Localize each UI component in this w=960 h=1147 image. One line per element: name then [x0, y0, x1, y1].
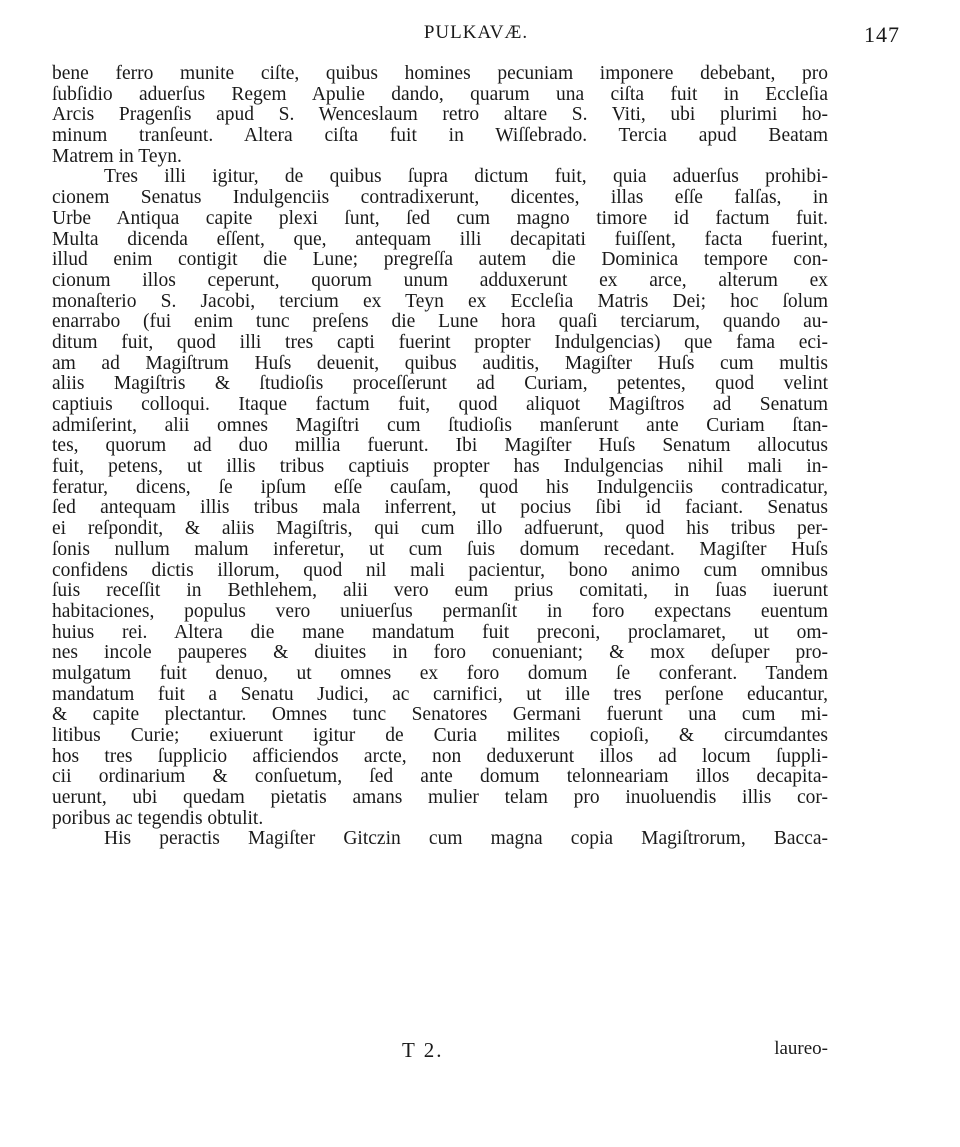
- text-line: Multa dicenda eſſent, que, antequam illi decapitati fuiſſent, facta fuerint,: [52, 228, 828, 250]
- text-line: enarrabo (fui enim tunc preſens die Lune hora quaſi terciarum, quando au-: [52, 311, 828, 333]
- text-line: habitaciones, populus vero uniuerſus permanſit in foro expectans euentum: [52, 600, 828, 622]
- text-line: fuit, petens, ut illis tribus captiuis propter has Indulgencias nihil mali in-: [52, 456, 828, 478]
- text-line: Urbe Antiqua capite plexi ſunt, ſed cum magno timore id factum fuit.: [52, 207, 828, 229]
- text-line: uerunt, ubi quedam pietatis amans mulier telam pro inuoluendis illis cor-: [52, 787, 828, 809]
- text-line: captiuis colloqui. Itaque factum fuit, quod aliquot Magiſtros ad Senatum: [52, 394, 828, 415]
- running-title: PULKAVÆ.: [423, 22, 529, 43]
- text-line: cionum illos ceperunt, quorum unum adduxerunt ex arce, alterum ex: [52, 269, 828, 291]
- text-line: am ad Magiſtrum Huſs deuenit, quibus auditis, Magiſter Huſs cum multis: [52, 352, 828, 374]
- body-text: [52, 64, 828, 850]
- text-line: nes incole pauperes & diuites in foro conueniant; & mox deſuper pro-: [52, 642, 828, 664]
- page-footer: [52, 1038, 828, 1064]
- signature-mark: T 2.: [402, 1038, 444, 1062]
- text-line: ei reſpondit, & aliis Magiſtris, qui cum illo adfuerunt, quod his tribus per-: [52, 518, 828, 540]
- running-head: [52, 22, 900, 52]
- text-line: ſed antequam illis tribus mala inferrent, ut pocius ſibi id faciant. Senatus: [52, 497, 828, 519]
- text-line: ſuis receſſit in Bethlehem, alii vero eum prius comitati, in ſuas iuerunt: [52, 580, 828, 602]
- text-line: & capite plectantur. Omnes tunc Senatores Germani fuerunt una cum mi-: [52, 704, 828, 726]
- text-line: mandatum fuit a Senatu Judici, ac carnifici, ut ille tres perſone educantur,: [52, 683, 828, 705]
- text-line: admiſerint, alii omnes Magiſtri cum ſtudioſis manſerunt ante Curiam ſtan-: [52, 414, 828, 436]
- text-line: minum tranſeunt. Altera ciſta fuit in Wiſſebrado. Tercia apud Beatam: [52, 125, 828, 147]
- text-line: cii ordinarium & conſuetum, ſed ante domum telonneariam illos decapita-: [52, 766, 828, 788]
- text-line: monaſterio S. Jacobi, tercium ex Teyn ex Eccleſia Matris Dei; hoc ſolum: [52, 290, 828, 312]
- text-line: aliis Magiſtris & ſtudioſis proceſſerunt ad Curiam, petentes, quod velint: [52, 373, 828, 395]
- text-line: cionem Senatus Indulgenciis contradixerunt, dicentes, illas eſſe falſas, in: [52, 187, 828, 209]
- text-line: litibus Curie; exiuerunt igitur de Curia milites copioſi, & circumdantes: [52, 725, 828, 746]
- text-line: bene ferro munite ciſte, quibus homines pecuniam imponere debebant, pro: [52, 63, 828, 84]
- text-line: ditum fuit, quod illi tres capti fuerint propter Indulgencias) que fama eci-: [52, 331, 828, 353]
- text-line: ſonis nullum malum inferetur, ut cum ſuis domum recedant. Magiſter Huſs: [52, 538, 828, 560]
- text-line: poribus ac tegendis obtulit.: [52, 807, 264, 829]
- text-line: tes, quorum ad duo millia fuerunt. Ibi Magiſter Huſs Senatum allocutus: [52, 435, 828, 457]
- text-line: illud enim contigit die Lune; pregreſſa autem die Dominica tempore con-: [52, 249, 828, 271]
- catchword: laureo-: [774, 1038, 828, 1059]
- text-line: Matrem in Teyn.: [52, 145, 182, 167]
- text-line: Tres illi igitur, de quibus ſupra dictum fuit, quia aduerſus prohibi-: [104, 166, 828, 188]
- text-line: hos tres ſupplicio afficiendos arcte, non deduxerunt illos ad locum ſuppli-: [52, 745, 828, 767]
- text-line: ſubſidio aduerſus Regem Apulie dando, quarum una ciſta fuit in Eccleſia: [52, 83, 828, 105]
- text-line: confidens dictis illorum, quod nil mali pacientur, bono animo cum omnibus: [52, 559, 828, 581]
- text-line: His peractis Magiſter Gitczin cum magna copia Magiſtrorum, Bacca-: [104, 828, 828, 850]
- text-line: feratur, dicens, ſe ipſum eſſe cauſam, quod his Indulgenciis contradicatur,: [52, 476, 828, 498]
- page-number: 147: [864, 22, 900, 47]
- text-line: Arcis Pragenſis apud S. Wenceslaum retro altare S. Viti, ubi plurimi ho-: [52, 104, 828, 126]
- text-line: huius rei. Altera die mane mandatum fuit preconi, proclamaret, ut om-: [52, 621, 828, 643]
- text-line: mulgatum fuit denuo, ut omnes ex foro domum ſe conferant. Tandem: [52, 662, 828, 684]
